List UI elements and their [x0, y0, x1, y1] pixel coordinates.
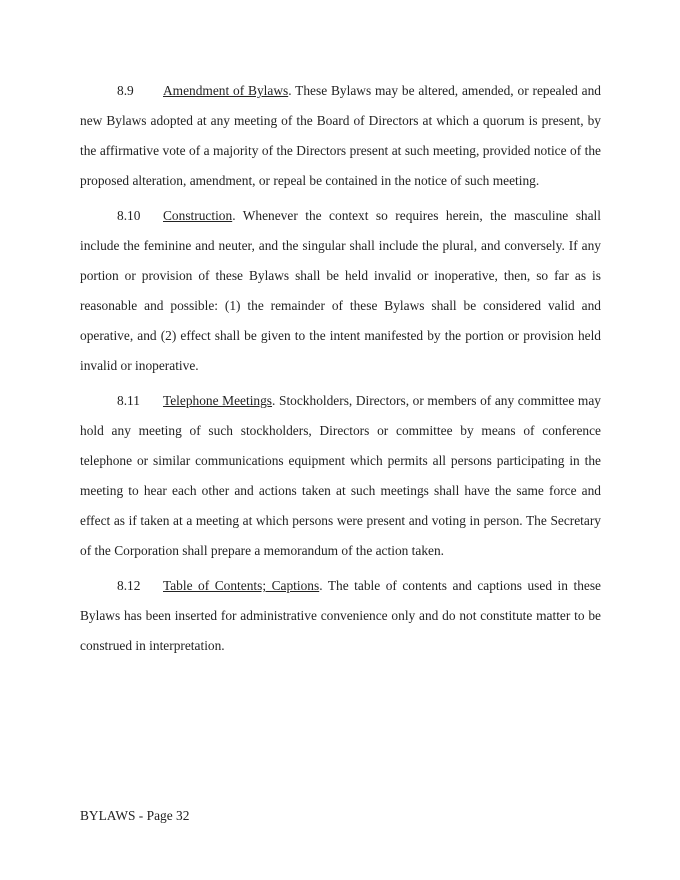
section-heading: Table of Contents; Captions: [163, 578, 320, 593]
bylaws-section-8-11: [80, 386, 601, 566]
section-number: 8.10: [117, 208, 141, 223]
heading-period: .: [288, 83, 292, 98]
heading-period: .: [232, 208, 236, 223]
bylaws-section-8-9: [80, 76, 601, 196]
section-body: The table of contents and captions used in these Bylaws has been inserted for administrative convenience only and do not constitute matter to be construed in interpretation.: [80, 578, 601, 653]
section-body: Stockholders, Directors, or members of any committee may hold any meeting of such stockholders, Directors or committee by means of conference telephone or similar communications equipment which permits all persons participating in the meeting to hear each other and actions taken at such meetings shall have the same force and effect as if taken at a meeting at which persons were present and voting in person. The Secretary of the Corporation shall prepare a memorandum of the action taken.: [80, 393, 601, 558]
page-body-text: [80, 0, 601, 666]
section-heading: Amendment of Bylaws: [163, 83, 289, 98]
section-body: These Bylaws may be altered, amended, or repealed and new Bylaws adopted at any meeting of the Board of Directors at which a quorum is present, by the affirmative vote of a majority of the Directors present at such meeting, provided notice of the proposed alteration, amendment, or repeal be contained in the notice of such meeting.: [80, 83, 602, 188]
section-body: Whenever the context so requires herein, the masculine shall include the feminine and neuter, and the singular shall include the plural, and conversely. If any portion or provision of these Bylaws shall be held invalid or inoperative, then, so far as is reasonable and possible: (1) the remainder of these Bylaws shall be considered valid and operative, and (2) effect shall be given to the intent manifested by the portion or provision held invalid or inoperative.: [80, 208, 601, 373]
heading-period: .: [319, 578, 323, 593]
page-footer: BYLAWS - Page 32: [80, 808, 190, 823]
section-number: 8.12: [117, 578, 141, 593]
section-number: 8.11: [117, 393, 140, 408]
section-heading: Telephone Meetings: [163, 393, 273, 408]
bylaws-section-8-12: [80, 571, 601, 661]
bylaws-section-8-10: [80, 201, 601, 381]
section-heading: Construction: [163, 208, 233, 223]
heading-period: .: [272, 393, 276, 408]
section-number: 8.9: [117, 83, 134, 98]
